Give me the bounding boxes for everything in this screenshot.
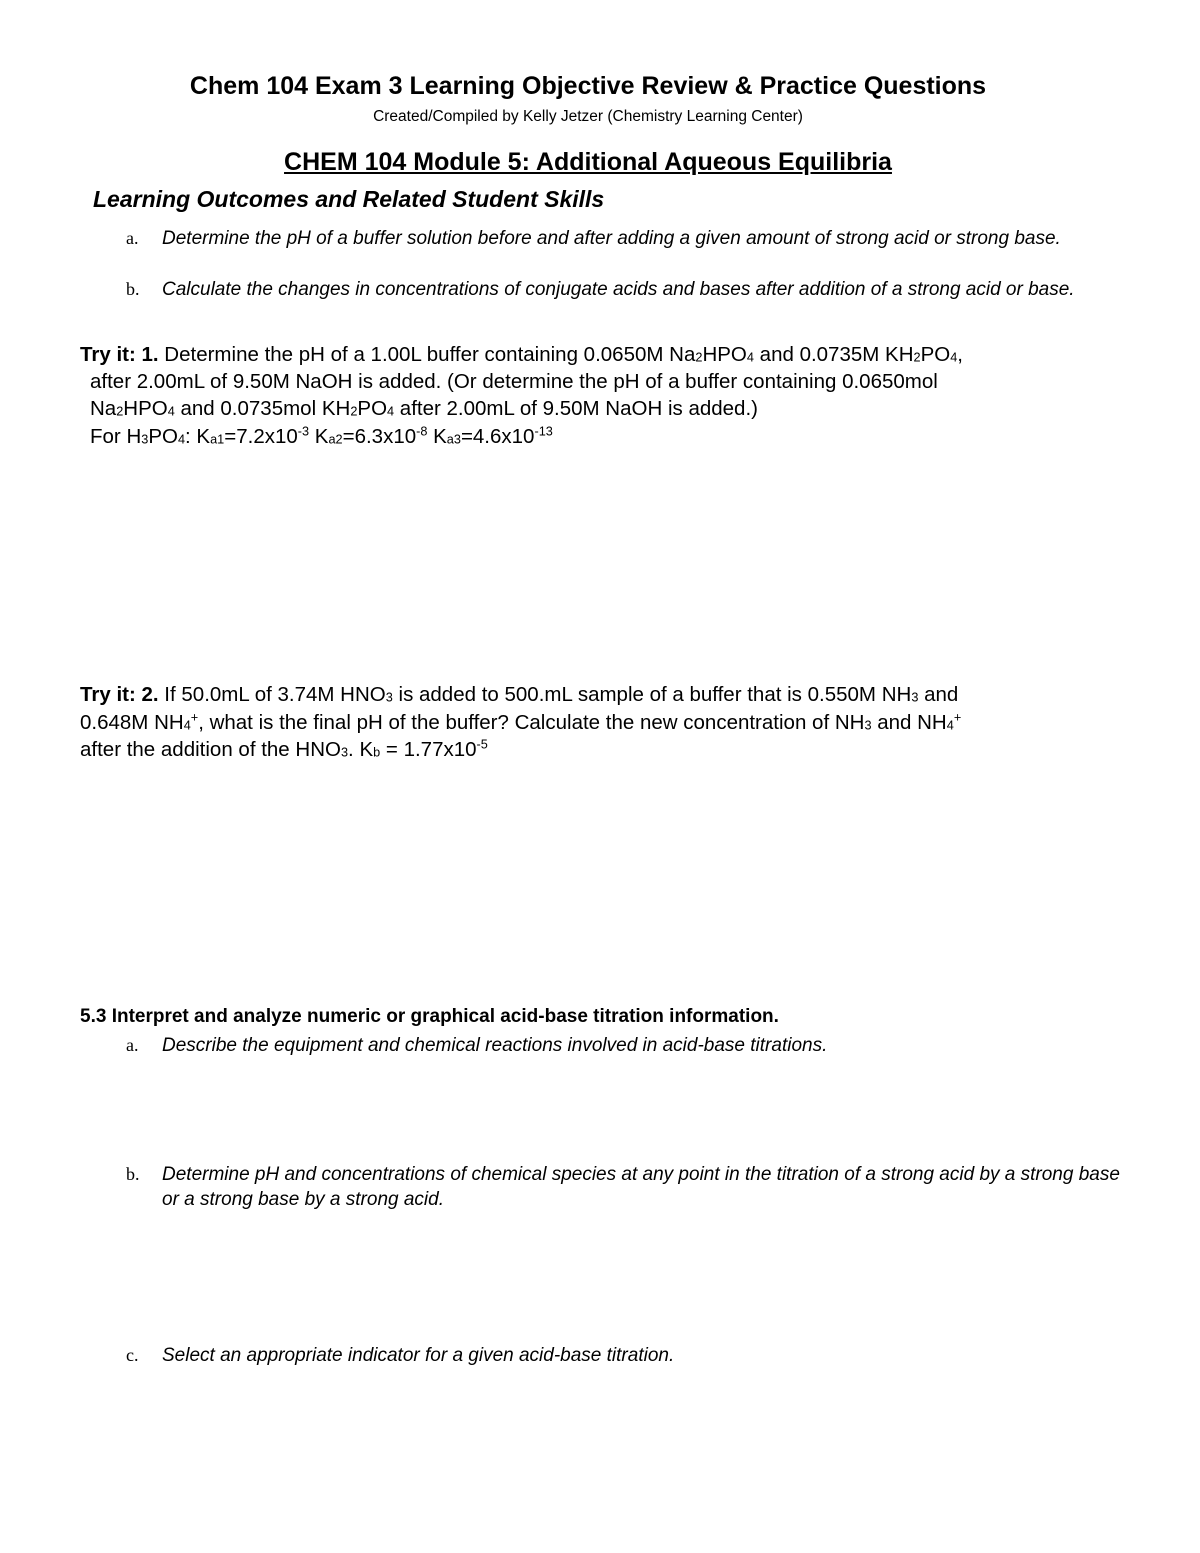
- section-5-3-item-a: [126, 1033, 1136, 1058]
- list-marker: a.: [126, 1035, 139, 1055]
- skill-text: Describe the equipment and chemical reactions involved in acid-base titrations.: [162, 1035, 828, 1056]
- outcome-text: Determine the pH of a buffer solution before and after adding a given amount of strong acid or strong base.: [162, 228, 1061, 249]
- try-it-1-label: Try it: 1.: [80, 343, 159, 366]
- try-it-2-label: Try it: 2.: [80, 683, 159, 706]
- list-marker: c.: [126, 1345, 139, 1365]
- learning-outcomes-heading: Learning Outcomes and Related Student Skills: [93, 186, 605, 212]
- document-title: Chem 104 Exam 3 Learning Objective Review & Practice Questions: [189, 72, 987, 100]
- skill-text: Determine pH and concentrations of chemical species at any point in the titration of a strong acid by a strong base or a strong base by a strong acid.: [162, 1164, 1120, 1210]
- try-it-1-line-2: after 2.00mL of 9.50M NaOH is added. (Or determine the pH of a buffer containing 0.0650mol: [90, 370, 938, 393]
- document-credit: Created/Compiled by Kelly Jetzer (Chemistry Learning Center): [373, 108, 803, 125]
- section-5-3-item-b: [126, 1162, 1136, 1212]
- list-marker: b.: [126, 1164, 140, 1184]
- list-marker: a.: [126, 228, 139, 248]
- outcome-item-a: [126, 226, 1136, 251]
- section-5-3-heading: 5.3 Interpret and analyze numeric or graphical acid-base titration information.: [80, 1006, 779, 1027]
- skill-text: Select an appropriate indicator for a given acid-base titration.: [162, 1345, 675, 1366]
- try-it-2-line-3: after the addition of the $HNO_3$. $K_b = 1.77x10^{-5}$: [80, 736, 488, 761]
- try-it-1-line-3: $Na_2HPO_4$ and 0.0735mol $KH_2PO_4$ after 2.00mL of 9.50M NaOH is added.): [90, 397, 758, 420]
- module-title: CHEM 104 Module 5: Additional Aqueous Equilibria: [284, 148, 892, 176]
- try-it-2-line-2: 0.648M $NH_4^+$, what is the final pH of the buffer? Calculate the new concentration of $NH_3$ and $NH_4^+$: [80, 709, 962, 734]
- try-it-1-line-1: Try it: 1. Determine the pH of a 1.00L buffer containing 0.0650M $Na_2HPO_4$ and 0.0735M $KH_2PO_4$,: [80, 343, 963, 366]
- list-marker: b.: [126, 279, 140, 299]
- try-it-2-line-1: Try it: 2. If 50.0mL of 3.74M $HNO_3$ is added to 500.mL sample of a buffer that is 0.550M $NH_3$ and: [80, 683, 959, 706]
- try-it-1-constants: For $H_3PO_4$: $K_{a1}=7.2x10^{-3}$ $K_{a2}=6.3x10^{-8}$ $K_{a3}=4.6x10^{-13}$: [90, 423, 553, 448]
- outcome-text: Calculate the changes in concentrations of conjugate acids and bases after addition of a strong acid or base.: [162, 279, 1075, 300]
- section-5-3-item-c: [126, 1343, 1136, 1368]
- outcome-item-b: [126, 277, 1136, 302]
